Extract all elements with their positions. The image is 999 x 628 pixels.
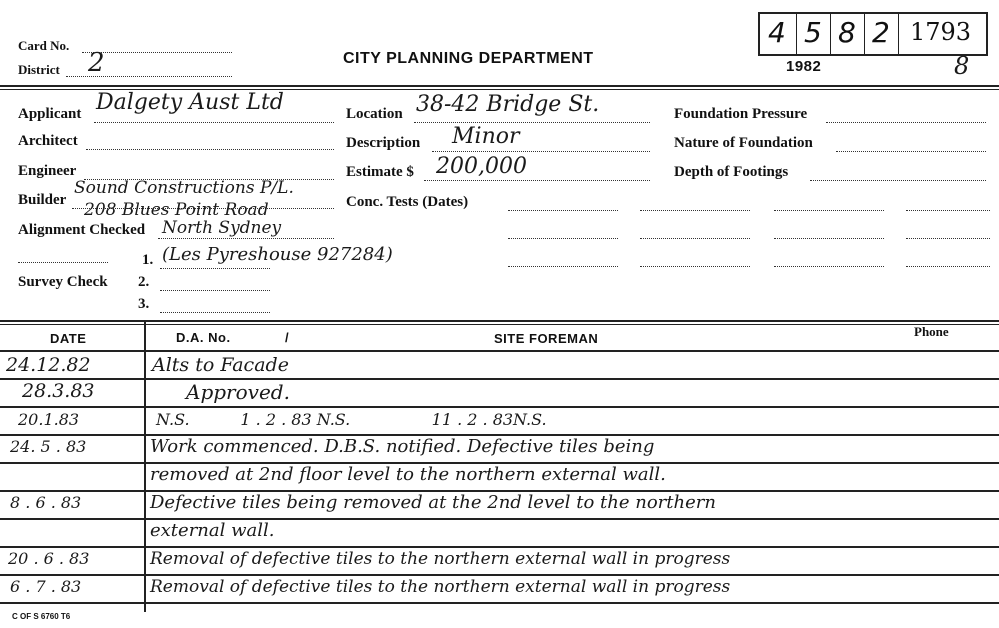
log-row-1-date: 24.12.82 bbox=[6, 354, 91, 376]
description-label: Description bbox=[346, 135, 421, 151]
district-value: 2 bbox=[88, 48, 105, 78]
nature-of-foundation-label: Nature of Foundation bbox=[674, 135, 813, 151]
applicant-value: Dalgety Aust Ltd bbox=[96, 90, 284, 115]
estimate-value: 200,000 bbox=[436, 154, 527, 179]
builder-value-1: Sound Constructions P/L. bbox=[74, 178, 294, 198]
log-top-border bbox=[0, 320, 999, 322]
log-row-2-text: Approved. bbox=[186, 380, 290, 404]
log-header-border bbox=[0, 350, 999, 352]
log-row-5-text: removed at 2nd floor level to the northern external wall. bbox=[150, 464, 666, 485]
engineer-label: Engineer bbox=[18, 163, 77, 179]
card-year: 1982 bbox=[786, 58, 822, 75]
box-number: 1793 bbox=[910, 18, 972, 46]
location-value: 38-42 Bridge St. bbox=[416, 92, 600, 117]
estimate-label: Estimate $ bbox=[346, 164, 414, 180]
conc-tests-label: Conc. Tests (Dates) bbox=[346, 194, 469, 210]
log-row-3-text: N.S. 1 . 2 . 83 N.S. 11 . 2 . 83N.S. bbox=[156, 410, 547, 429]
log-row-1-text: Alts to Facade bbox=[152, 354, 289, 376]
da-no-value: / bbox=[285, 330, 290, 345]
box-digit-1: 4 bbox=[768, 16, 786, 49]
box-sub: 8 bbox=[954, 52, 970, 80]
card-number-box bbox=[758, 12, 988, 56]
survey-3-label: 3. bbox=[138, 296, 150, 312]
log-row-6-text: Defective tiles being removed at the 2nd level to the northern bbox=[150, 492, 716, 513]
log-row-4-date: 24. 5 . 83 bbox=[10, 437, 87, 456]
builder-label: Builder bbox=[18, 192, 67, 208]
builder-value-2: 208 Blues Point Road bbox=[84, 200, 269, 220]
applicant-label: Applicant bbox=[18, 106, 82, 122]
log-row-3-date: 20.1.83 bbox=[18, 410, 80, 429]
box-digit-2: 5 bbox=[804, 16, 822, 49]
box-digit-4: 2 bbox=[872, 16, 890, 49]
survey-2-label: 2. bbox=[138, 274, 150, 290]
form-code: C OF S 6760 T6 bbox=[12, 612, 71, 621]
log-row-8-date: 20 . 6 . 83 bbox=[8, 549, 90, 568]
site-foreman-header: SITE FOREMAN bbox=[494, 331, 599, 346]
card-no-label: Card No. bbox=[18, 38, 70, 53]
depth-of-footings-label: Depth of Footings bbox=[674, 164, 789, 180]
alignment-value: North Sydney bbox=[162, 218, 282, 238]
log-row-7-text: external wall. bbox=[150, 520, 275, 541]
architect-label: Architect bbox=[18, 133, 78, 149]
header-divider bbox=[0, 85, 999, 87]
date-column-divider bbox=[144, 322, 146, 612]
alignment-label: Alignment Checked bbox=[18, 222, 146, 238]
foundation-pressure-label: Foundation Pressure bbox=[674, 106, 808, 122]
log-row-2-date: 28.3.83 bbox=[22, 380, 95, 402]
survey-check-label: Survey Check bbox=[18, 274, 108, 290]
date-header: DATE bbox=[50, 331, 87, 346]
box-digit-3: 8 bbox=[838, 16, 856, 49]
survey-1-label: 1. bbox=[142, 252, 154, 268]
log-row-8-text: Removal of defective tiles to the northern external wall in progress bbox=[150, 549, 731, 569]
location-label: Location bbox=[346, 106, 403, 122]
phone-header: Phone bbox=[914, 324, 949, 339]
description-value: Minor bbox=[452, 124, 520, 149]
da-no-header: D.A. No. bbox=[176, 330, 231, 345]
district-label: District bbox=[18, 62, 60, 77]
log-row-6-date: 8 . 6 . 83 bbox=[10, 493, 82, 512]
log-row-9-date: 6 . 7 . 83 bbox=[10, 577, 82, 596]
log-row-4-text: Work commenced. D.B.S. notified. Defective tiles being bbox=[150, 436, 655, 457]
card-title: CITY PLANNING DEPARTMENT bbox=[343, 50, 594, 67]
log-row-9-text: Removal of defective tiles to the northern external wall in progress bbox=[150, 577, 731, 597]
survey-value-1: (Les Pyreshouse 927284) bbox=[162, 244, 393, 265]
